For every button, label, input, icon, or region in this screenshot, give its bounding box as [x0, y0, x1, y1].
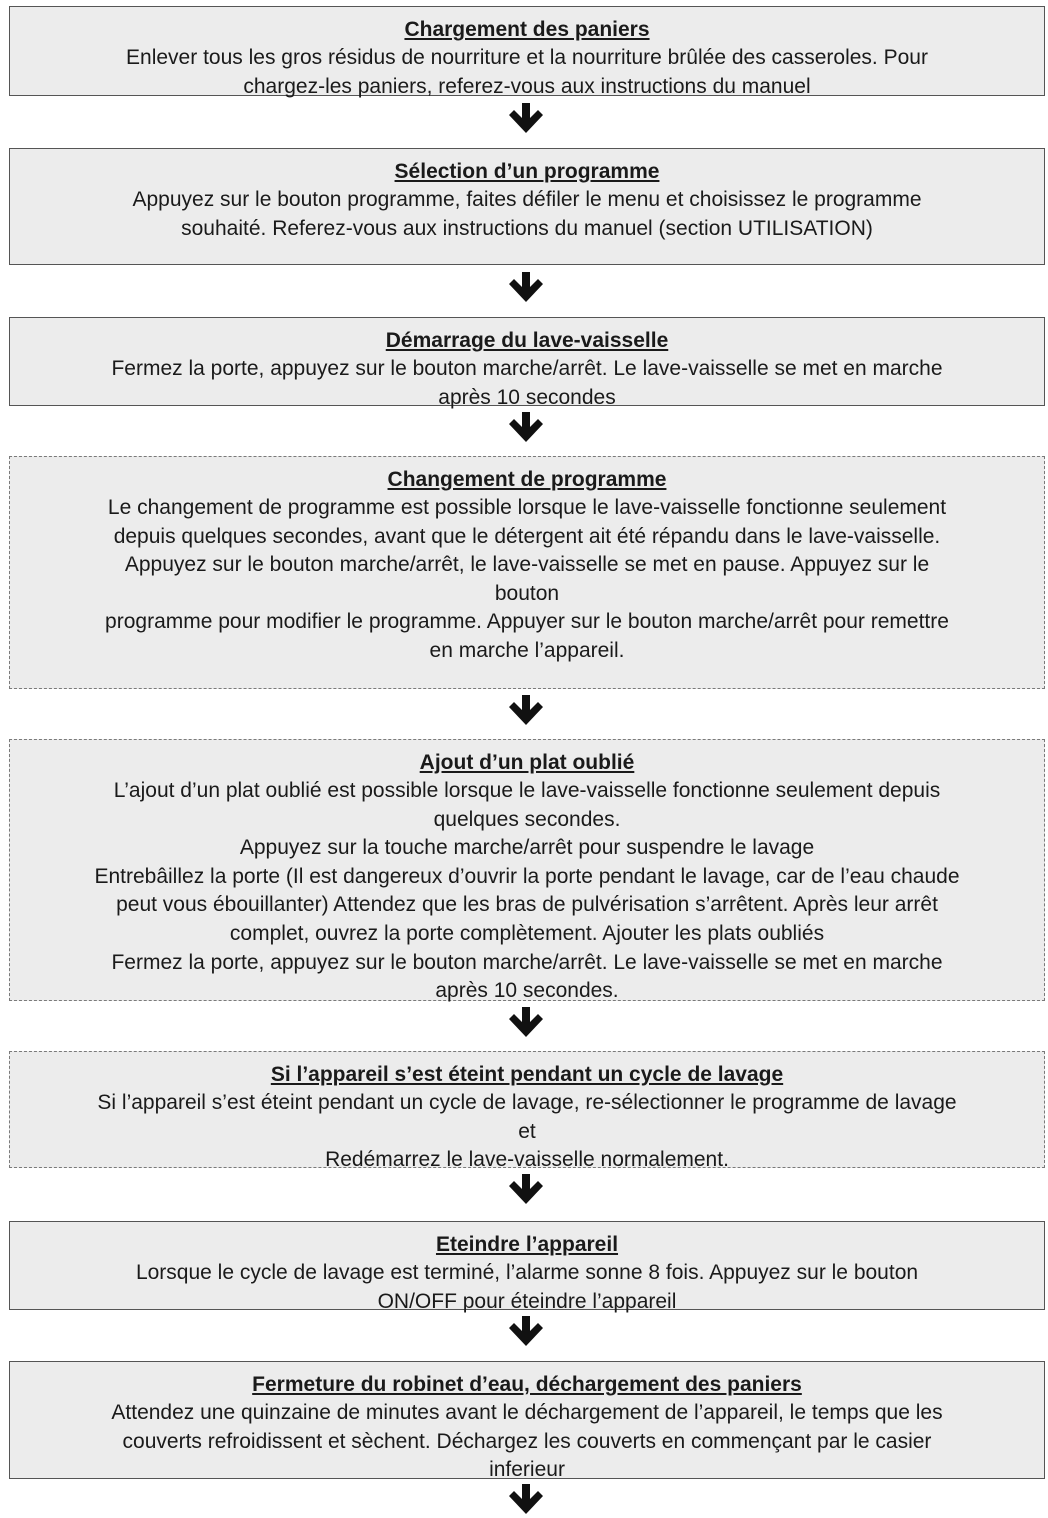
step-box: [9, 739, 1045, 1001]
step-box: [9, 1361, 1045, 1482]
step-text-line: Appuyez sur le bouton marche/arrêt, le lave-vaisselle se met en pause. Appuyez sur le: [124, 553, 930, 577]
step-text-line: couverts refroidissent et sèchent. Déchargez les couverts en commençant par le casier: [122, 1429, 932, 1453]
step-text-line: et: [518, 1119, 536, 1143]
step-text-line: depuis quelques secondes, avant que le détergent ait été répandu dans le lave-vaisselle.: [113, 524, 941, 548]
step-text-line: inferieur: [489, 1458, 565, 1482]
step-box: [9, 317, 1045, 409]
down-arrow-icon: [508, 101, 544, 137]
step-text-line: Si l’appareil s’est éteint pendant un cycle de lavage, re-sélectionner le programme de lavage: [97, 1091, 957, 1114]
step-text-line: Lorsque le cycle de lavage est terminé, l’alarme sonne 8 fois. Appuyez sur le bouton: [135, 1261, 919, 1284]
down-arrow-icon: [508, 1314, 544, 1350]
down-arrow-icon: [508, 1172, 544, 1208]
step-text-line: en marche l’appareil.: [429, 638, 625, 662]
step-title: Chargement des paniers: [404, 18, 650, 41]
step-text-line: Redémarrez le lave-vaisselle normalement.: [325, 1148, 729, 1172]
step-box: [9, 1051, 1045, 1172]
down-arrow-icon: [508, 270, 544, 306]
step-text-line: Fermez la porte, appuyez sur le bouton marche/arrêt. Le lave-vaisselle se met en marche: [111, 357, 943, 380]
step-box: [9, 456, 1045, 689]
step-text-line: L’ajout d’un plat oublié est possible lorsque le lave-vaisselle fonctionne seulement depuis: [113, 779, 941, 802]
down-arrow-icon: [508, 410, 544, 446]
step-text-line: Enlever tous les gros résidus de nourriture et la nourriture brûlée des casseroles. Pour: [126, 46, 928, 69]
step-title: Sélection d’un programme: [394, 160, 660, 183]
step-box: [9, 1221, 1045, 1313]
step-title: Si l’appareil s’est éteint pendant un cycle de lavage: [270, 1063, 784, 1086]
step-text-line: peut vous ébouillanter) Attendez que les bras de pulvérisation s’arrêtent. Après leur arrêt: [116, 893, 938, 917]
step-text-line: Appuyez sur le bouton programme, faites défiler le menu et choisissez le programme: [132, 188, 922, 211]
step-text-line: Le changement de programme est possible lorsque le lave-vaisselle fonctionne seulement: [107, 496, 947, 519]
step-title: Eteindre l’appareil: [435, 1233, 619, 1256]
step-text-line: souhaité. Referez-vous aux instructions du manuel (section UTILISATION): [181, 216, 873, 240]
step-box: [9, 6, 1045, 96]
step-text-line: bouton: [494, 581, 560, 605]
step-text-line: complet, ouvrez la porte complètement. Ajouter les plats oubliés: [229, 921, 825, 945]
step-title: Changement de programme: [387, 468, 667, 491]
step-text-line: Entrebâillez la porte (Il est dangereux d’ouvrir la porte pendant le lavage, car de l’eau chaude: [94, 864, 960, 888]
step-text-line: programme pour modifier le programme. Appuyer sur le bouton marche/arrêt pour remettre: [105, 610, 949, 634]
step-text-line: après 10 secondes.: [435, 979, 619, 1003]
step-text-line: Attendez une quinzaine de minutes avant le déchargement de l’appareil, le temps que les: [111, 1401, 943, 1424]
step-text-line: ON/OFF pour éteindre l’appareil: [377, 1289, 677, 1313]
down-arrow-icon: [508, 693, 544, 729]
step-title: Ajout d’un plat oublié: [419, 751, 635, 774]
step-text-line: Appuyez sur la touche marche/arrêt pour suspendre le lavage: [239, 836, 815, 860]
step-text-line: quelques secondes.: [433, 807, 621, 831]
down-arrow-icon: [508, 1005, 544, 1041]
step-text-line: après 10 secondes: [438, 385, 616, 409]
step-title: Fermeture du robinet d’eau, déchargement des paniers: [252, 1373, 802, 1396]
step-text-line: Fermez la porte, appuyez sur le bouton marche/arrêt. Le lave-vaisselle se met en marche: [111, 950, 943, 974]
down-arrow-icon: [508, 1482, 544, 1518]
step-box: [9, 148, 1045, 265]
step-text-line: chargez-les paniers, referez-vous aux instructions du manuel: [243, 74, 811, 98]
step-title: Démarrage du lave-vaisselle: [385, 329, 669, 352]
